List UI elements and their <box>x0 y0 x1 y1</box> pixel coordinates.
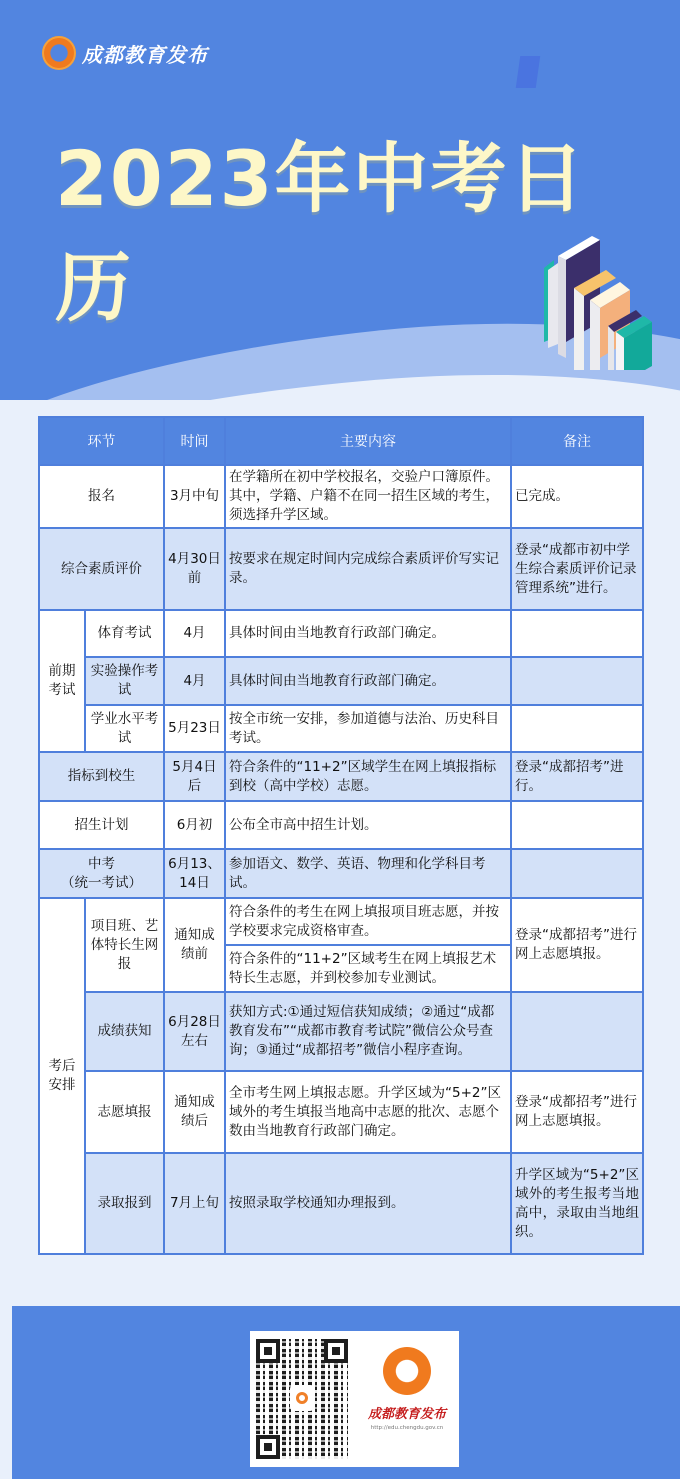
stage-cell: 学业水平考试 <box>85 705 164 752</box>
note-cell: 登录“成都招考”进行网上志愿填报。 <box>511 1071 643 1153</box>
footer <box>12 1306 680 1479</box>
note-cell <box>511 657 643 705</box>
time-cell: 3月中旬 <box>164 465 225 528</box>
note-cell <box>511 992 643 1071</box>
stage-cell: 项目班、艺体特长生网报 <box>85 898 164 992</box>
note-cell: 登录“成都招考”进行。 <box>511 752 643 801</box>
table-row <box>39 898 643 945</box>
note-cell <box>511 801 643 849</box>
hero-banner <box>0 0 680 400</box>
group-cell: 前期考试 <box>39 610 85 752</box>
page-title: 2023年中考日历 <box>55 134 587 332</box>
table-row <box>39 465 643 528</box>
table-row <box>39 801 643 849</box>
content-cell: 全市考生网上填报志愿。升学区域为“5+2”区域外的考生填报当地高中志愿的批次、志愿个数由当地教育行政部门确定。 <box>225 1071 511 1153</box>
books-illustration-icon <box>540 230 660 370</box>
note-cell: 登录“成都招考”进行网上志愿填报。 <box>511 898 643 992</box>
group-cell: 考后安排 <box>39 898 85 1254</box>
brand-emblem-icon <box>383 1347 431 1395</box>
logo-name: 成都教育发布 <box>367 1407 446 1422</box>
stage-cell: 录取报到 <box>85 1153 164 1254</box>
content-cell: 符合条件的“11+2”区域学生在网上填报指标到校（高中学校）志愿。 <box>225 752 511 801</box>
content-cell: 在学籍所在初中学校报名，交验户口簿原件。其中，学籍、户籍不在同一招生区域的考生，须选择升学区域。 <box>225 465 511 528</box>
note-cell: 已完成。 <box>511 465 643 528</box>
stage-cell: 体育考试 <box>85 610 164 657</box>
content-cell: 获知方式:①通过短信获知成绩；②通过“成都教育发布”“成都市教育考试院”微信公众号查询；③通过“成都招考”微信小程序查询。 <box>225 992 511 1071</box>
table-row <box>39 1071 643 1153</box>
note-cell <box>511 849 643 898</box>
stage-cell: 指标到校生 <box>39 752 164 801</box>
note-cell: 登录“成都市初中学生综合素质评价记录管理系统”进行。 <box>511 528 643 610</box>
stage-cell: 招生计划 <box>39 801 164 849</box>
content-cell: 按要求在规定时间内完成综合素质评价写实记录。 <box>225 528 511 610</box>
table-header <box>39 417 643 465</box>
stage-cell <box>39 849 164 898</box>
time-cell: 5月4日后 <box>164 752 225 801</box>
table-row <box>39 849 643 898</box>
column-header-note: 备注 <box>511 417 643 465</box>
time-cell: 6月初 <box>164 801 225 849</box>
time-cell: 4月 <box>164 610 225 657</box>
table-row <box>39 1153 643 1254</box>
stage-cell: 志愿填报 <box>85 1071 164 1153</box>
table-row <box>39 657 643 705</box>
note-cell <box>511 610 643 657</box>
brand <box>42 36 208 70</box>
stage-cell: 报名 <box>39 465 164 528</box>
logo-url: http://edu.chengdu.gov.cn <box>370 1425 444 1431</box>
time-cell: 4月 <box>164 657 225 705</box>
column-header-stage: 环节 <box>39 417 164 465</box>
content-cell: 按全市统一安排，参加道德与法治、历史科目考试。 <box>225 705 511 752</box>
content-cell: 符合条件的“11+2”区域考生在网上填报艺术特长生志愿，并到校参加专业测试。 <box>225 945 511 992</box>
column-header-content: 主要内容 <box>225 417 511 465</box>
schedule-table <box>38 416 642 1255</box>
stage-cell: 实验操作考试 <box>85 657 164 705</box>
time-cell: 4月30日前 <box>164 528 225 610</box>
brand-name: 成都教育发布 <box>82 42 208 67</box>
table-row <box>39 705 643 752</box>
content-cell: 参加语文、数学、英语、物理和化学科目考试。 <box>225 849 511 898</box>
time-cell: 5月23日 <box>164 705 225 752</box>
stage-label: 中考 <box>88 855 115 872</box>
brand-logo-icon <box>42 36 76 70</box>
table-row <box>39 528 643 610</box>
time-cell: 通知成绩后 <box>164 1071 225 1153</box>
time-cell: 通知成绩前 <box>164 898 225 992</box>
table-row <box>39 752 643 801</box>
column-header-time: 时间 <box>164 417 225 465</box>
note-cell <box>511 705 643 752</box>
note-cell: 升学区域为“5+2”区域外的考生报考当地高中，录取由当地组织。 <box>511 1153 643 1254</box>
content-cell: 具体时间由当地教育行政部门确定。 <box>225 610 511 657</box>
table-row <box>39 610 643 657</box>
table-row <box>39 992 643 1071</box>
content-cell: 符合条件的考生在网上填报项目班志愿，并按学校要求完成资格审查。 <box>225 898 511 945</box>
content-cell: 按照录取学校通知办理报到。 <box>225 1153 511 1254</box>
content-cell: 公布全市高中招生计划。 <box>225 801 511 849</box>
time-cell: 7月上旬 <box>164 1153 225 1254</box>
stage-cell: 成绩获知 <box>85 992 164 1071</box>
time-cell: 6月13、14日 <box>164 849 225 898</box>
decorative-shape <box>516 56 540 88</box>
stage-sublabel: （统一考试） <box>61 874 142 891</box>
time-cell: 6月28日左右 <box>164 992 225 1071</box>
stage-cell: 综合素质评价 <box>39 528 164 610</box>
brand-logo-card <box>355 1331 459 1467</box>
qr-code-icon <box>256 1339 348 1459</box>
content-cell: 具体时间由当地教育行政部门确定。 <box>225 657 511 705</box>
qr-code[interactable] <box>250 1331 355 1467</box>
qr-logo-icon <box>290 1385 314 1411</box>
